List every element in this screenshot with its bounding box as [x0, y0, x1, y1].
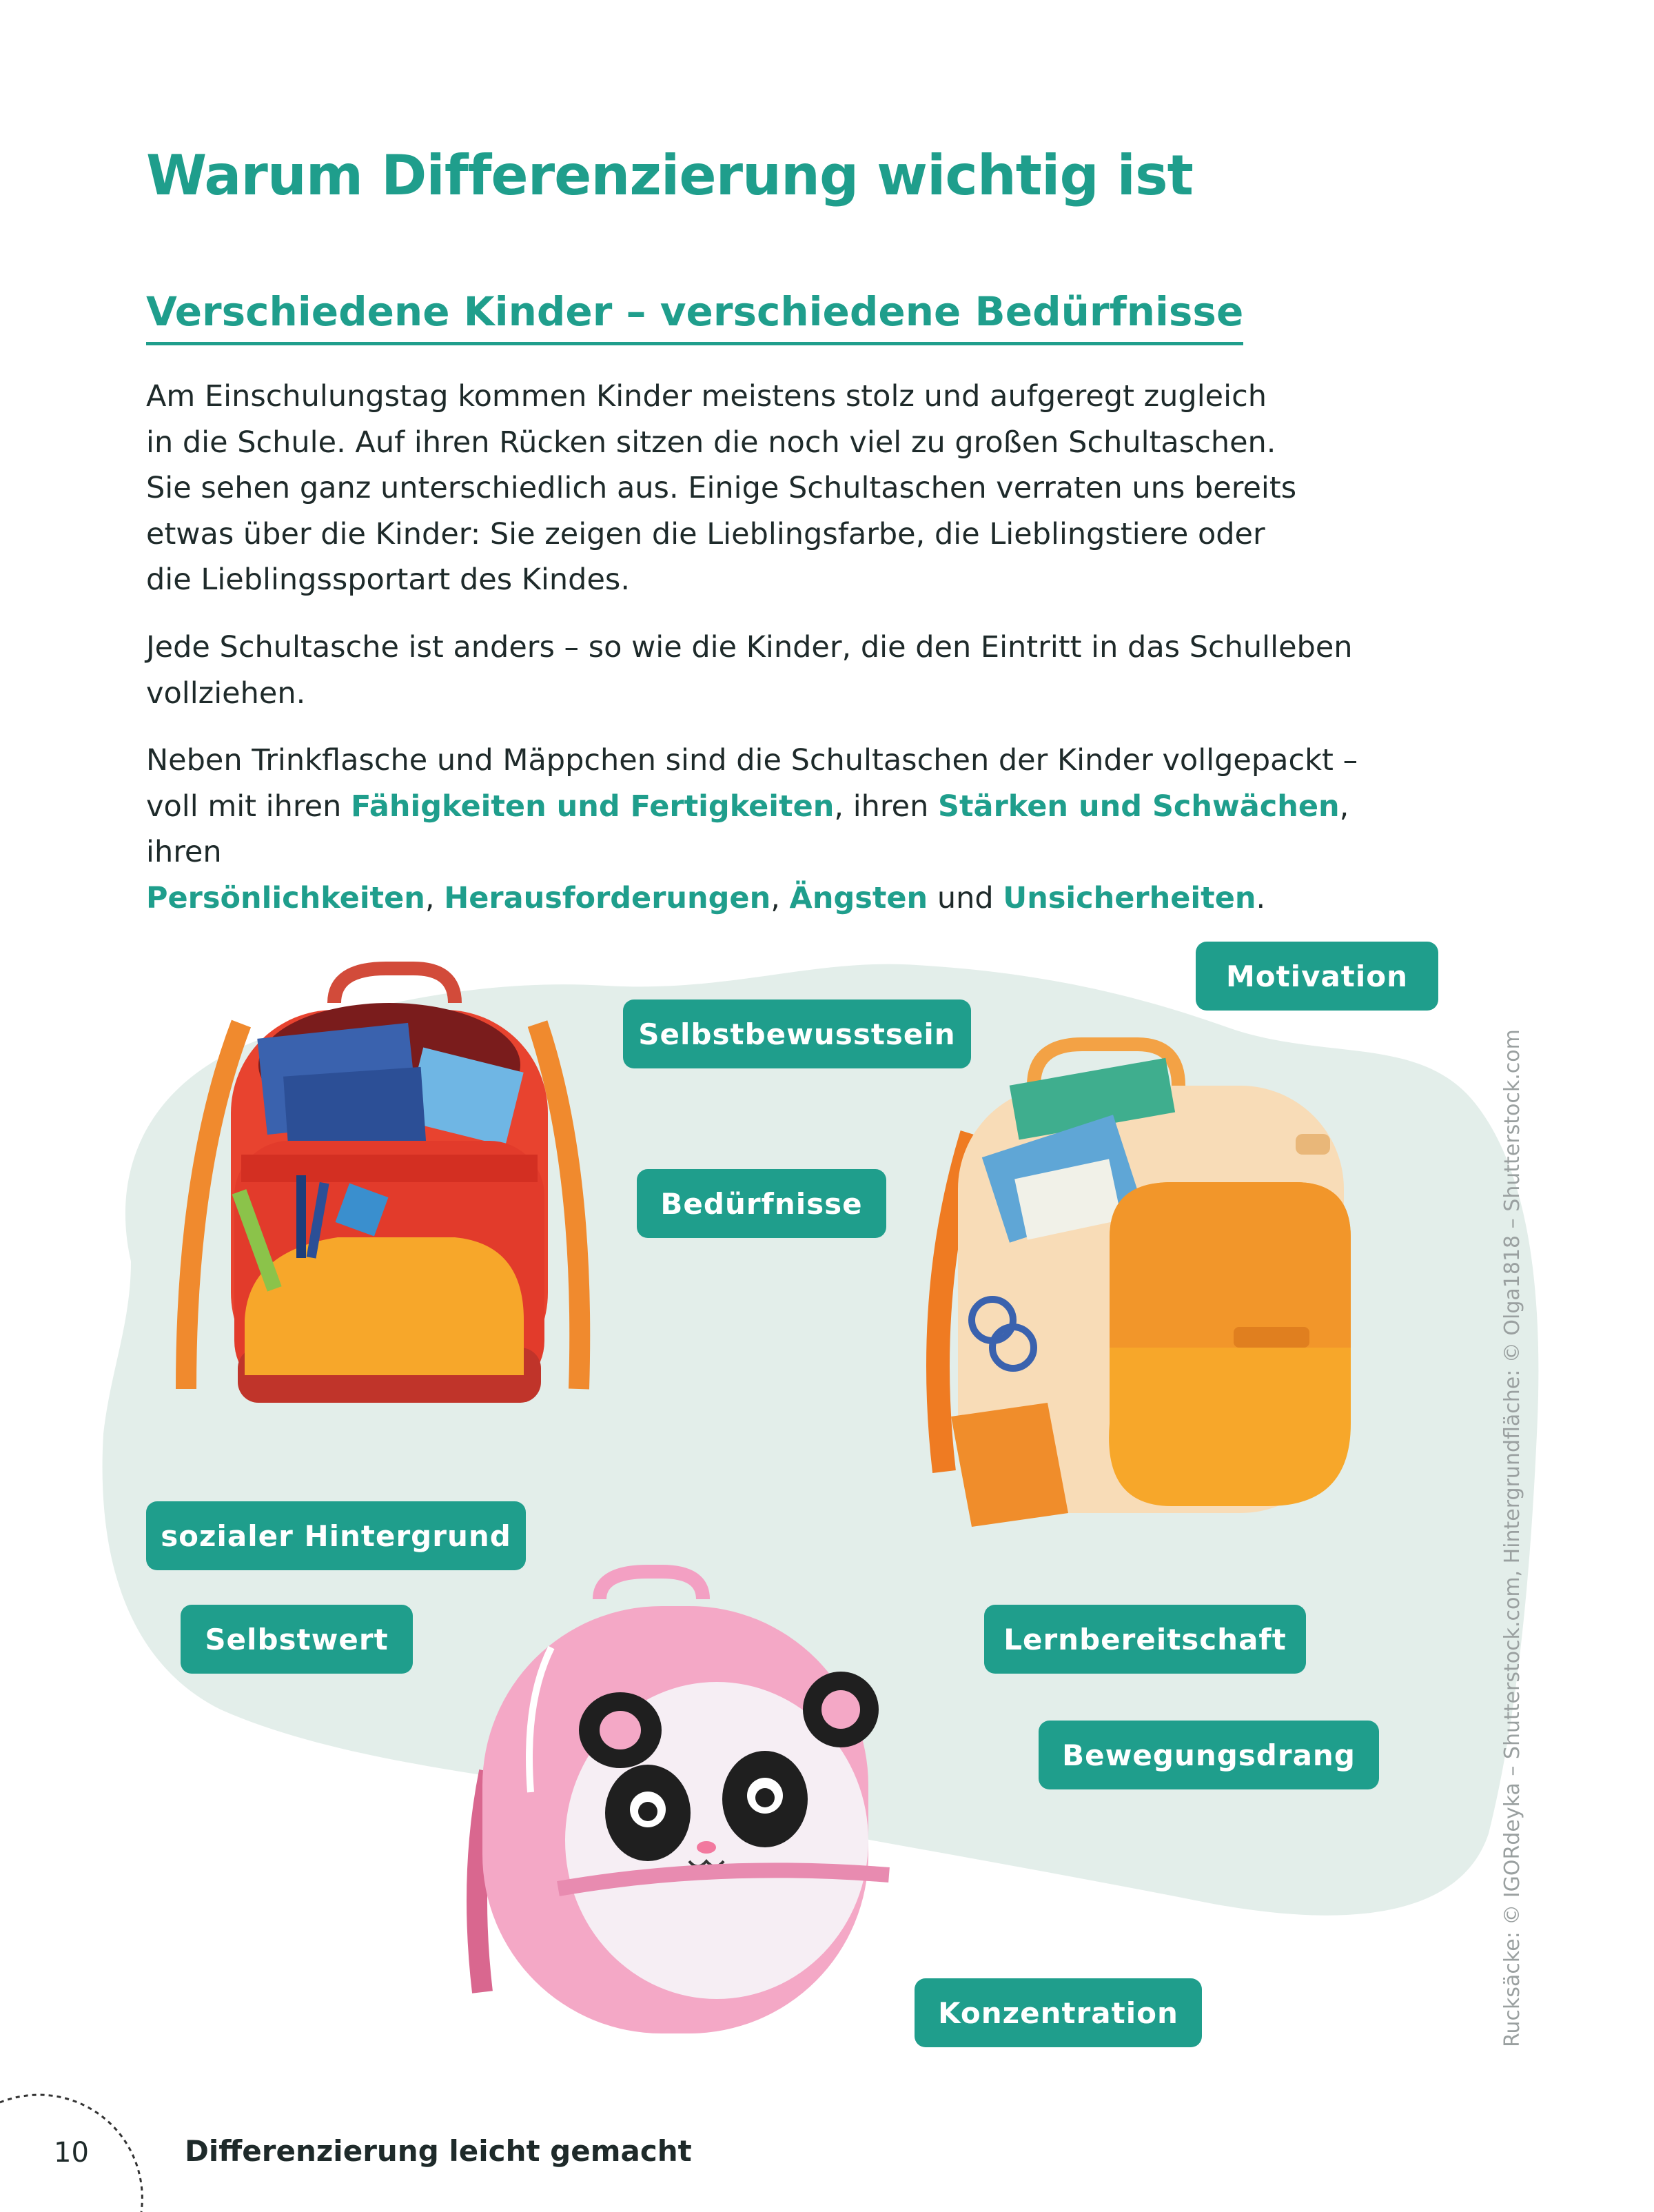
- text-line: Am Einschulungstag kommen Kinder meistens stolz und aufgeregt zugleich: [146, 379, 1267, 414]
- text-run: voll mit ihren: [146, 789, 351, 824]
- page-title: Warum Differenzierung wichtig ist: [146, 143, 1193, 207]
- highlight-term: Stärken und Schwächen: [938, 789, 1340, 824]
- text-run: , ihren: [146, 789, 1349, 869]
- text-line: Neben Trinkflasche und Mäppchen sind die Schultaschen der Kinder vollgepackt –: [146, 743, 1358, 778]
- tag-selbstwert: Selbstwert: [181, 1605, 413, 1674]
- highlight-term: Persönlichkeiten: [146, 880, 425, 915]
- text-line: etwas über die Kinder: Sie zeigen die Lieblingsfarbe, die Lieblingstiere oder: [146, 516, 1265, 551]
- text-run: , ihren: [834, 789, 939, 824]
- image-credit: Rucksäcke: © IGORdeyka – Shutterstock.com, Hintergrundfläche: © Olga1818 – Shutterstock.com: [1500, 1029, 1524, 2047]
- tag-beduerfnisse: Bedürfnisse: [637, 1169, 886, 1238]
- tag-motivation: Motivation: [1196, 942, 1438, 1011]
- text-run: ,: [425, 880, 445, 915]
- text-line: vollziehen.: [146, 676, 306, 711]
- text-line: in die Schule. Auf ihren Rücken sitzen die noch viel zu großen Schultaschen.: [146, 425, 1276, 460]
- highlight-term: Ängsten: [789, 880, 928, 915]
- tag-selbstbewusstsein: Selbstbewusstsein: [623, 1000, 971, 1068]
- red-backpack-icon: [165, 962, 600, 1430]
- text-line: Jede Schultasche ist anders – so wie die Kinder, die den Eintritt in das Schulleben: [146, 630, 1353, 664]
- running-title: Differenzierung leicht gemacht: [185, 2134, 692, 2168]
- tag-konzentration: Konzentration: [915, 1978, 1202, 2047]
- highlight-term: Fähigkeiten und Fertigkeiten: [351, 789, 835, 824]
- text-run: ,: [770, 880, 790, 915]
- highlight-term: Herausforderungen: [444, 880, 771, 915]
- tag-lernbereitschaft: Lernbereitschaft: [984, 1605, 1306, 1674]
- page-number: 10: [54, 2137, 89, 2169]
- tag-sozialer-hintergrund: sozialer Hintergrund: [146, 1501, 526, 1570]
- orange-backpack-icon: [910, 1031, 1406, 1527]
- text-line: Sie sehen ganz unterschiedlich aus. Einige Schultaschen verraten uns bereits: [146, 471, 1297, 505]
- text-run: .: [1256, 880, 1266, 915]
- highlight-term: Unsicherheiten: [1003, 880, 1256, 915]
- section-subtitle: Verschiedene Kinder – verschiedene Bedürfnisse: [146, 288, 1243, 345]
- text-line: die Lieblingssportart des Kindes.: [146, 562, 631, 597]
- pink-panda-backpack-icon: [441, 1565, 910, 2047]
- tag-bewegungsdrang: Bewegungsdrang: [1039, 1721, 1379, 1789]
- text-run: und: [928, 880, 1003, 915]
